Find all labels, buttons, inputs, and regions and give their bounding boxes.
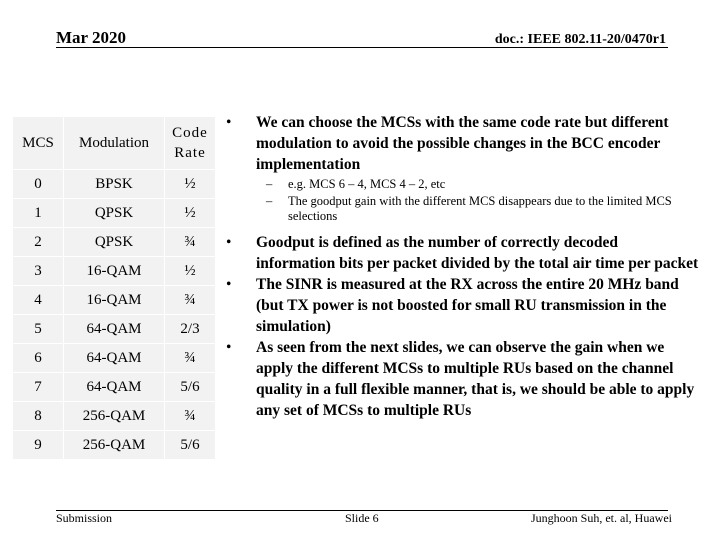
code-rate-cell: ¾ (165, 344, 216, 373)
bullet-dot-icon: • (226, 276, 232, 293)
bullet-text: We can choose the MCSs with the same code rate but different modulation to avoid the possible changes in the BCC encoder implementation (256, 114, 669, 173)
footer-submission: Submission (56, 511, 113, 525)
mcs-table (13, 117, 216, 460)
mcs-cell: 7 (13, 373, 64, 402)
bullet-text: The SINR is measured at the RX across the entire 20 MHz band (but TX power is not boosted for small RU transmission in the simulation) (256, 276, 679, 335)
header-modulation: Modulation (64, 117, 165, 170)
code-rate-cell: ½ (165, 170, 216, 199)
bullet-list (226, 112, 701, 421)
modulation-cell: 16-QAM (64, 257, 165, 286)
footer-author: Junghoon Suh, et. al, Huawei (531, 511, 672, 525)
code-rate-cell: 5/6 (165, 431, 216, 460)
code-rate-cell: 5/6 (165, 373, 216, 402)
sub-bullet-text: e.g. MCS 6 – 4, MCS 4 – 2, etc (288, 177, 446, 191)
header-date: Mar 2020 (56, 28, 127, 47)
bullet-item (226, 274, 701, 337)
table-row (13, 257, 216, 286)
modulation-cell: QPSK (64, 199, 165, 228)
sub-bullet-item (226, 194, 701, 224)
code-rate-cell: ¾ (165, 228, 216, 257)
bullet-dot-icon: • (226, 339, 232, 356)
bullet-text: As seen from the next slides, we can observe the gain when we apply the different MCSs to multiple RUs based on the channel quality in a full flexible manner, that is, we should be able to apply any set of MCSs to multiple RUs (256, 339, 695, 419)
table-row (13, 315, 216, 344)
modulation-cell: 256-QAM (64, 402, 165, 431)
mcs-cell: 2 (13, 228, 64, 257)
footer-slide-number: Slide 6 (345, 511, 379, 525)
mcs-cell: 4 (13, 286, 64, 315)
mcs-cell: 8 (13, 402, 64, 431)
header-rule (56, 47, 668, 48)
bullet-text: Goodput is defined as the number of correctly decoded information bits per packet divided by the total air time per packet (256, 234, 699, 272)
bullet-item (226, 112, 701, 175)
dash-icon: – (266, 194, 273, 208)
table-row (13, 228, 216, 257)
code-rate-cell: ½ (165, 257, 216, 286)
sub-bullet-item (226, 177, 701, 192)
modulation-cell: 256-QAM (64, 431, 165, 460)
table-row (13, 199, 216, 228)
mcs-cell: 5 (13, 315, 64, 344)
code-rate-cell: ¾ (165, 402, 216, 431)
mcs-cell: 0 (13, 170, 64, 199)
mcs-cell: 9 (13, 431, 64, 460)
table-row (13, 431, 216, 460)
table-row (13, 344, 216, 373)
table-header-row (13, 117, 216, 170)
header-mcs: MCS (13, 117, 64, 170)
modulation-cell: 16-QAM (64, 286, 165, 315)
table-row (13, 170, 216, 199)
dash-icon: – (266, 177, 273, 191)
mcs-cell: 6 (13, 344, 64, 373)
bullet-dot-icon: • (226, 114, 232, 131)
table-row (13, 402, 216, 431)
modulation-cell: BPSK (64, 170, 165, 199)
table-row (13, 373, 216, 402)
modulation-cell: 64-QAM (64, 315, 165, 344)
bullet-item (226, 337, 701, 421)
modulation-cell: QPSK (64, 228, 165, 257)
code-rate-cell: 2/3 (165, 315, 216, 344)
table-row (13, 286, 216, 315)
bullet-item (226, 232, 701, 274)
bullet-dot-icon: • (226, 234, 232, 251)
code-rate-cell: ¾ (165, 286, 216, 315)
sub-bullet-text: The goodput gain with the different MCS disappears due to the limited MCS selections (288, 194, 672, 223)
modulation-cell: 64-QAM (64, 344, 165, 373)
header-code-rate: Code Rate (165, 117, 216, 170)
code-rate-cell: ½ (165, 199, 216, 228)
mcs-cell: 1 (13, 199, 64, 228)
mcs-cell: 3 (13, 257, 64, 286)
header-doc-id: doc.: IEEE 802.11-20/0470r1 (494, 32, 666, 47)
modulation-cell: 64-QAM (64, 373, 165, 402)
